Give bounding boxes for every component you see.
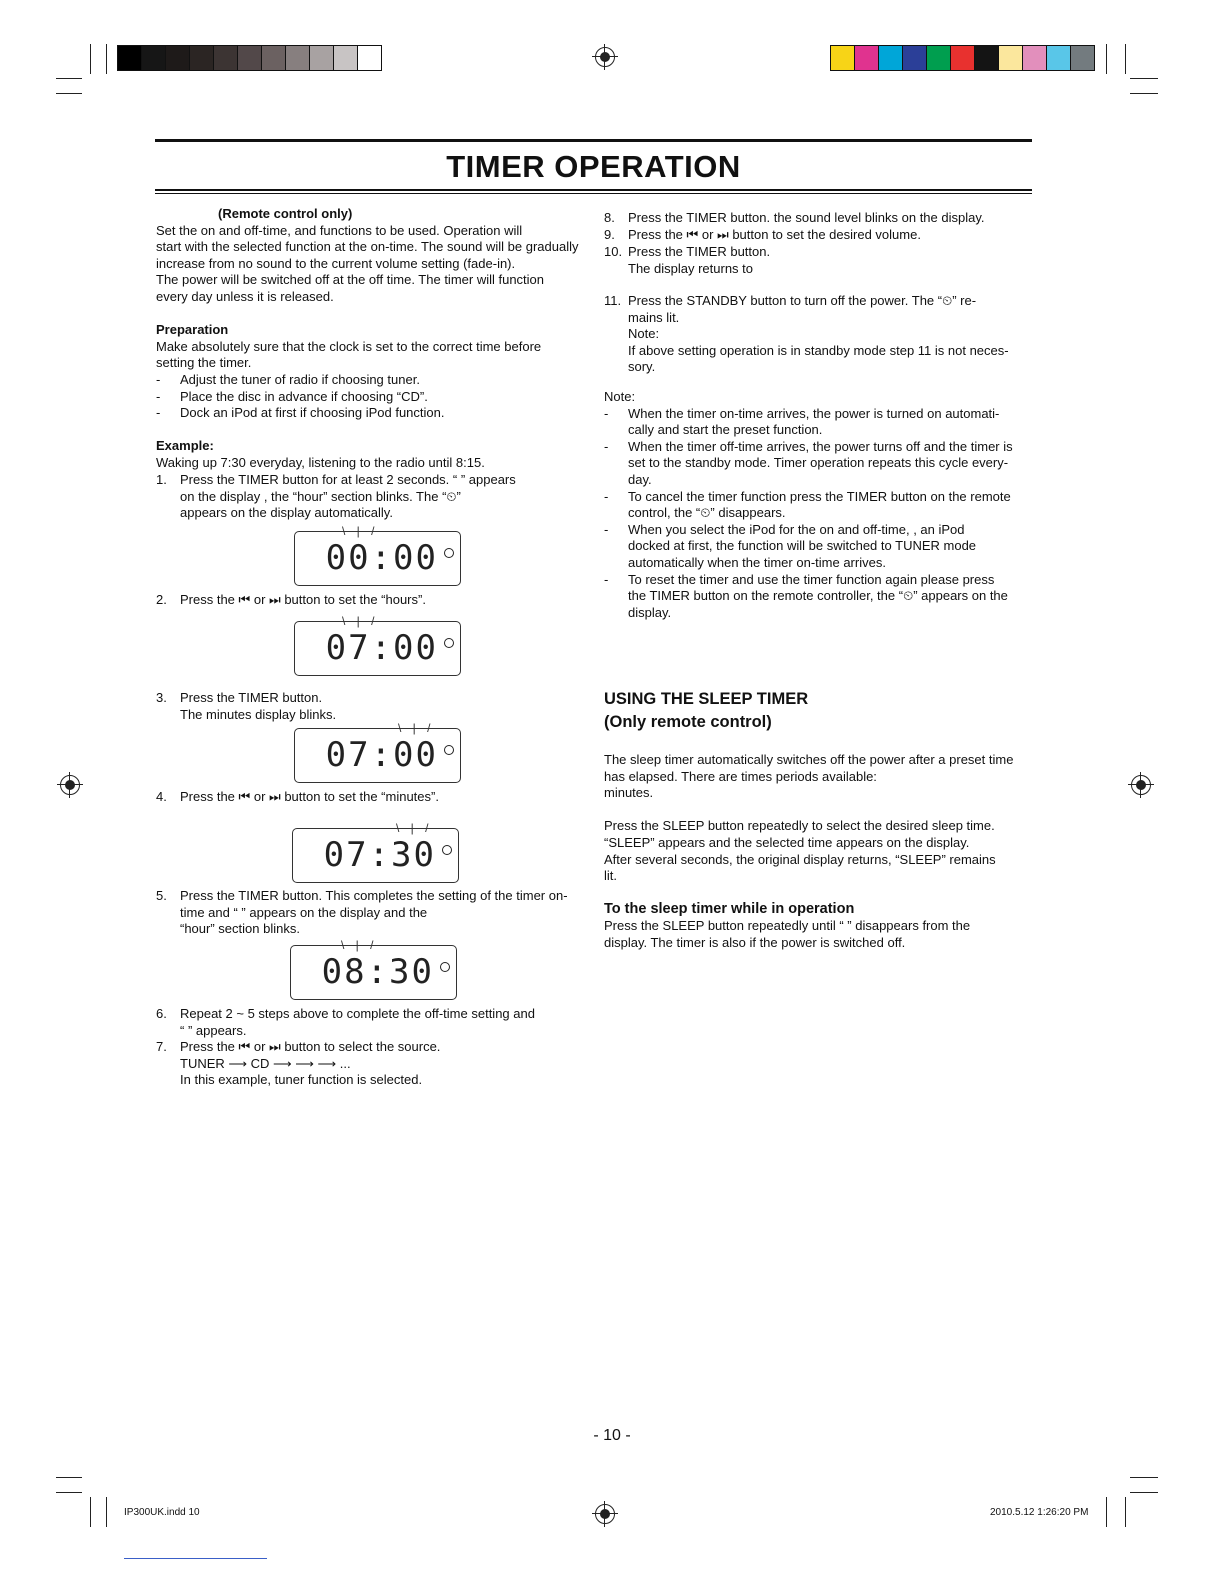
crop-mark <box>90 44 91 74</box>
step-line: Press the TIMER button. <box>628 244 771 259</box>
step-line: Press the TIMER button for at least 2 seconds. “ ” appears <box>180 472 516 487</box>
preparation-paragraph <box>156 339 586 372</box>
note-item <box>604 572 1032 622</box>
step-text <box>628 244 1032 277</box>
bullet-dash: - <box>604 488 609 504</box>
crop-mark <box>56 1492 82 1493</box>
step-line: TUNER ⟶ CD ⟶ ⟶ ⟶ ... <box>180 1055 351 1071</box>
step-text <box>180 472 586 522</box>
step-line: In this example, tuner function is selected. <box>180 1072 423 1088</box>
step-row <box>604 227 1032 244</box>
step-number: 3. <box>156 690 167 705</box>
color-swatch <box>118 46 142 70</box>
step-line: mains lit. <box>628 309 680 325</box>
crop-mark <box>1125 1497 1126 1527</box>
prep-item <box>156 405 586 422</box>
sleep-timer-section <box>604 688 1032 951</box>
header-rule <box>155 139 1032 142</box>
step-line: Press the ⏮ or ⏭ button to set the desired volume. <box>628 227 921 242</box>
timer-clock-icon <box>444 548 454 558</box>
note-line: When you select the iPod for the on and off-time, , an iPod <box>628 521 965 537</box>
preparation-list <box>156 372 586 422</box>
note-line: To reset the timer and use the timer function again please press <box>628 571 995 587</box>
note-text <box>628 406 1032 439</box>
color-swatch <box>190 46 214 70</box>
step-line: Press the ⏮ or ⏭ button to set the “hours”. <box>180 592 426 607</box>
note-line: control, the “⏲” disappears. <box>628 505 786 521</box>
crop-mark <box>1130 1492 1158 1493</box>
step-text <box>628 293 1032 376</box>
crop-mark <box>1106 1497 1107 1527</box>
step-number: 8. <box>604 210 615 225</box>
lcd-display: \ | / 07:00 <box>294 621 461 676</box>
step-line: Press the STANDBY button to turn off the power. The “⏲” re- <box>628 293 977 308</box>
color-swatch <box>358 46 381 70</box>
note-line: the TIMER button on the remote controller, the “⏲” appears on the <box>628 588 1008 604</box>
note-line: When the timer on-time arrives, the power is turned on automati- <box>628 405 1000 421</box>
notes-list <box>604 406 1032 622</box>
bullet-dash: - <box>156 371 161 387</box>
note-text <box>628 439 1032 489</box>
registration-target-icon <box>60 775 80 795</box>
color-swatch <box>262 46 286 70</box>
timer-clock-icon <box>442 845 452 855</box>
lcd-digits: 08:30 <box>321 952 434 992</box>
intro-line: increase from no sound to the current volume setting (fade-in). <box>156 255 516 271</box>
crop-mark <box>1130 78 1158 79</box>
step-line: time and “ ” appears on the display and the <box>180 904 428 920</box>
color-swatch <box>879 46 903 70</box>
step-number: 1. <box>156 472 167 487</box>
footer-timestamp: 2010.5.12 1:26:20 PM <box>990 1507 1089 1518</box>
step-line: The display returns to <box>628 260 754 276</box>
step-line: Press the ⏮ or ⏭ button to select the source. <box>180 1039 441 1054</box>
crop-mark <box>56 1477 82 1478</box>
step-row <box>156 1039 586 1089</box>
note-line: display. <box>628 604 672 620</box>
step-row <box>156 472 586 522</box>
step-item <box>604 293 1032 376</box>
sleep-line: “SLEEP” appears and the selected time appears on the display. <box>604 834 970 850</box>
color-swatch <box>1047 46 1071 70</box>
bullet-dash: - <box>604 438 609 454</box>
intro-heading: (Remote control only) <box>218 206 353 221</box>
step-line: Note: <box>628 326 660 342</box>
intro-line: start with the selected function at the on-time. The sound will be gradually <box>156 239 579 255</box>
crop-mark <box>56 93 82 94</box>
step-text <box>180 690 586 723</box>
bullet-dash: - <box>604 521 609 537</box>
step-text <box>180 1039 586 1089</box>
cancel-heading: To the sleep timer while in operation <box>604 901 855 918</box>
intro-paragraph <box>156 223 586 306</box>
notes-block <box>604 389 1032 621</box>
step-number: 5. <box>156 888 167 903</box>
prep-line: Make absolutely sure that the clock is set to the correct time before <box>156 338 542 354</box>
sleep-paragraph <box>604 752 1032 802</box>
step-row <box>156 888 586 938</box>
step-text <box>628 210 1032 227</box>
page-title: TIMER OPERATION <box>446 149 741 184</box>
step-number: 2. <box>156 592 167 607</box>
sleep-heading: USING THE SLEEP TIMER <box>604 690 809 708</box>
preparation-heading: Preparation <box>156 322 229 338</box>
note-line: day. <box>628 471 652 487</box>
sleep-line: lit. <box>604 868 617 884</box>
note-line: set to the standby mode. Timer operation repeats this cycle every- <box>628 455 1009 471</box>
process-color-bar <box>830 45 1095 71</box>
cancel-line: display. The timer is also if the power is switched off. <box>604 934 906 950</box>
color-swatch <box>951 46 975 70</box>
step-item <box>604 244 1032 277</box>
note-line: docked at first, the function will be switched to TUNER mode <box>628 538 977 554</box>
timer-clock-icon <box>444 638 454 648</box>
color-swatch <box>214 46 238 70</box>
intro-line: The power will be switched off at the off time. The timer will function <box>156 272 545 288</box>
note-item <box>604 406 1032 439</box>
step-line: Press the ⏮ or ⏭ button to set the “minutes”. <box>180 789 439 804</box>
sleep-subheading: (Only remote control) <box>604 713 772 731</box>
crop-mark <box>1130 93 1158 94</box>
bullet-dash: - <box>156 405 161 421</box>
prep-line: setting the timer. <box>156 355 252 371</box>
cancel-line: Press the SLEEP button repeatedly until “ ” disappears from the <box>604 917 971 933</box>
color-swatch <box>310 46 334 70</box>
step-item <box>604 210 1032 227</box>
step-item <box>156 592 586 609</box>
timer-clock-icon <box>440 962 450 972</box>
bullet-dash: - <box>604 405 609 421</box>
header-rule <box>155 193 1032 194</box>
step-row <box>156 690 586 723</box>
step-line: sory. <box>628 359 656 375</box>
note-line: When the timer off-time arrives, the power turns off and the timer is <box>628 438 1013 454</box>
color-swatch <box>927 46 951 70</box>
step-text <box>180 888 586 938</box>
step-item <box>156 1006 586 1039</box>
step-item <box>156 690 586 723</box>
prep-item-text: Place the disc in advance if choosing “CD”. <box>180 388 428 404</box>
color-swatch <box>831 46 855 70</box>
sleep-line: Press the SLEEP button repeatedly to select the desired sleep time. <box>604 818 995 834</box>
note-item <box>604 489 1032 522</box>
footer-rule <box>124 1558 267 1559</box>
step-line: Press the TIMER button. This completes the setting of the timer on- <box>180 888 568 903</box>
note-line: cally and start the preset function. <box>628 422 823 438</box>
footer-file: IP300UK.indd 10 <box>124 1507 200 1518</box>
sleep-paragraph <box>604 818 1032 884</box>
step-line: appears on the display automatically. <box>180 505 393 521</box>
color-swatch <box>142 46 166 70</box>
crop-mark <box>1106 44 1107 74</box>
crop-mark <box>56 78 82 79</box>
color-swatch <box>238 46 262 70</box>
step-item <box>156 472 586 522</box>
color-swatch <box>286 46 310 70</box>
sleep-line: minutes. <box>604 785 654 801</box>
crop-mark <box>90 1497 91 1527</box>
step-line: Repeat 2 ~ 5 steps above to complete the off-time setting and <box>180 1006 535 1021</box>
step-item <box>604 227 1032 244</box>
registration-target-icon <box>595 47 615 67</box>
note-line: To cancel the timer function press the TIMER button on the remote <box>628 488 1011 504</box>
step-text <box>180 1006 586 1039</box>
note-text <box>628 522 1032 572</box>
lcd-display: \ | / 07:00 <box>294 728 461 783</box>
prep-item <box>156 372 586 389</box>
step-text <box>180 592 586 609</box>
crop-mark <box>1130 1477 1158 1478</box>
step-row <box>604 210 1032 227</box>
page-number: - 10 - <box>593 1427 631 1444</box>
note-item <box>604 522 1032 572</box>
lcd-display: \ | / 08:30 <box>290 945 457 1000</box>
step-number: 10. <box>604 244 623 259</box>
step-number: 4. <box>156 789 167 804</box>
page-header <box>155 139 1032 194</box>
prep-item-text: Dock an iPod at first if choosing iPod function. <box>180 405 445 421</box>
bullet-dash: - <box>156 388 161 404</box>
step-row <box>156 789 586 806</box>
intro-line: every day unless it is released. <box>156 288 334 304</box>
cancel-paragraph <box>604 918 1032 951</box>
sleep-line: has elapsed. There are times periods available: <box>604 768 877 784</box>
crop-mark <box>106 1497 107 1527</box>
step-line: The minutes display blinks. <box>180 706 337 722</box>
sleep-line: After several seconds, the original display returns, “SLEEP” remains <box>604 851 996 867</box>
bullet-dash: - <box>604 571 609 587</box>
step-line: on the display , the “hour” section blinks. The “⏲” <box>180 488 461 504</box>
example-line: Waking up 7:30 everyday, listening to the radio until 8:15. <box>156 454 485 470</box>
step-line: Press the TIMER button. the sound level blinks on the display. <box>628 210 985 225</box>
step-item <box>156 1039 586 1089</box>
step-row <box>156 1006 586 1039</box>
note-line: automatically when the timer on-time arrives. <box>628 554 886 570</box>
color-swatch <box>1071 46 1094 70</box>
registration-target-icon <box>595 1504 615 1524</box>
note-text <box>628 489 1032 522</box>
timer-clock-icon <box>444 745 454 755</box>
left-column <box>156 206 586 472</box>
gray-color-bar <box>117 45 382 71</box>
color-swatch <box>166 46 190 70</box>
step-number: 6. <box>156 1006 167 1021</box>
step-line: “hour” section blinks. <box>180 921 300 937</box>
lcd-digits: 07:00 <box>325 735 438 775</box>
intro-line: Set the on and off-time, and functions to be used. Operation will <box>156 222 523 238</box>
lcd-digits: 07:00 <box>325 628 438 668</box>
step-line: If above setting operation is in standby mode step 11 is not neces- <box>628 342 1009 358</box>
step-line: Press the TIMER button. <box>180 690 323 705</box>
registration-target-icon <box>1131 775 1151 795</box>
step-text <box>180 789 586 806</box>
crop-mark <box>1125 44 1126 74</box>
color-swatch <box>1023 46 1047 70</box>
step-text <box>628 227 1032 244</box>
step-number: 9. <box>604 227 615 242</box>
prep-item-text: Adjust the tuner of radio if choosing tuner. <box>180 371 420 387</box>
step-item <box>156 888 586 938</box>
lcd-display: \ | / 00:00 <box>294 531 461 586</box>
note-text <box>628 572 1032 622</box>
lcd-digits: 07:30 <box>323 835 436 875</box>
color-swatch <box>903 46 927 70</box>
color-swatch <box>975 46 999 70</box>
color-swatch <box>999 46 1023 70</box>
step-number: 11. <box>604 293 622 308</box>
prep-item <box>156 389 586 406</box>
note-item <box>604 439 1032 489</box>
step-number: 7. <box>156 1039 167 1054</box>
lcd-display: \ | / 07:30 <box>292 828 459 883</box>
notes-heading: Note: <box>604 389 636 404</box>
color-swatch <box>334 46 358 70</box>
step-line: “ ” appears. <box>180 1022 247 1038</box>
header-rule <box>155 189 1032 191</box>
crop-mark <box>106 44 107 74</box>
lcd-digits: 00:00 <box>325 538 438 578</box>
example-heading: Example: <box>156 438 214 454</box>
step-row <box>604 293 1032 376</box>
step-row <box>156 592 586 609</box>
color-swatch <box>855 46 879 70</box>
step-item <box>156 789 586 806</box>
step-row <box>604 244 1032 277</box>
sleep-line: The sleep timer automatically switches off the power after a preset time <box>604 752 1014 767</box>
